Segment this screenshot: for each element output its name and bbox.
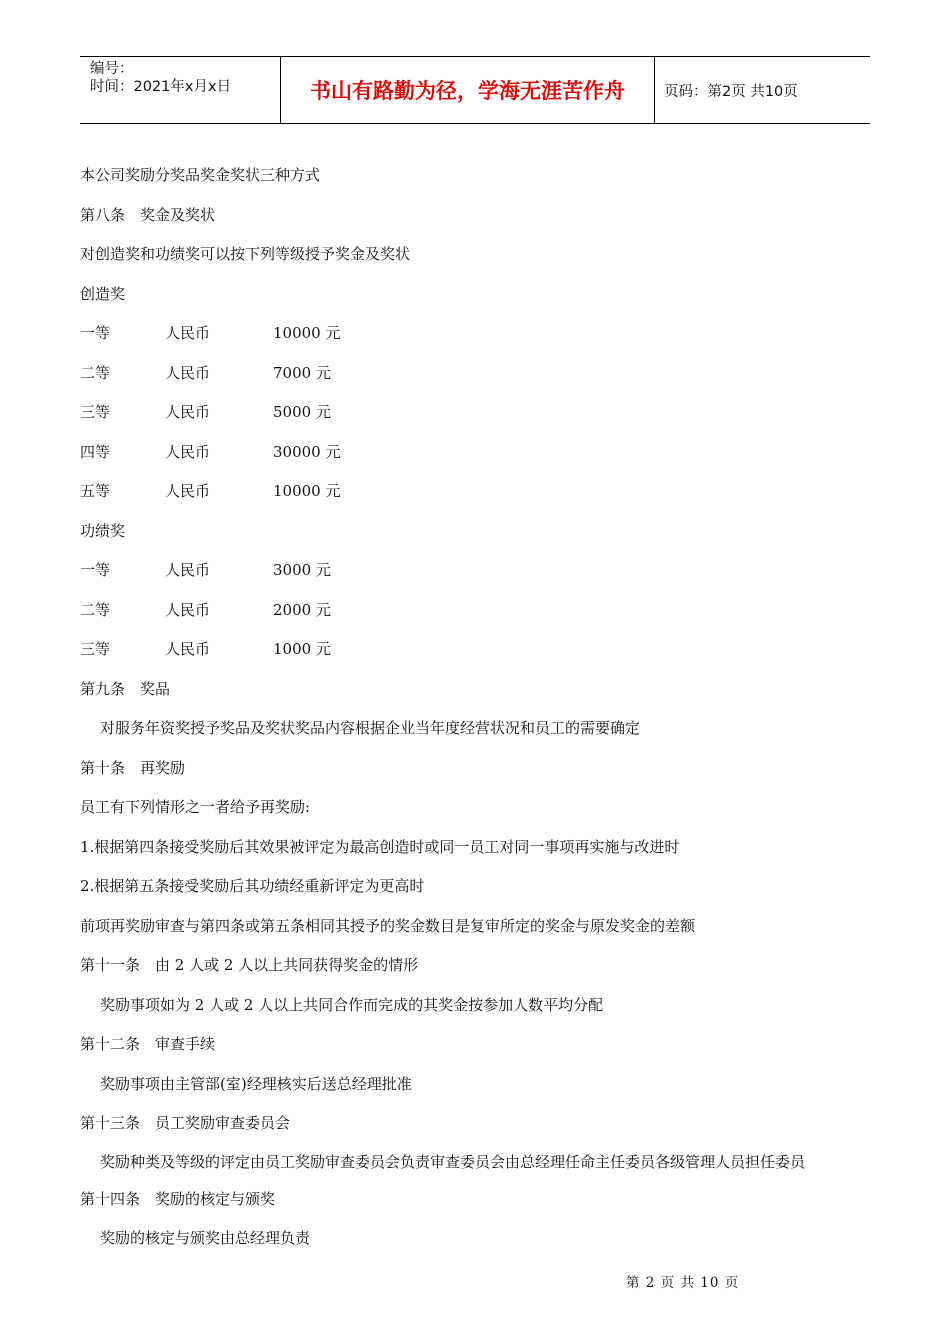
document-body — [80, 164, 870, 1267]
article-12-body: 奖励事项由主管部(室)经理核实后送总经理批准 — [100, 1074, 412, 1093]
header-meta — [80, 57, 281, 123]
article-14-body: 奖励的核定与颁奖由总经理负责 — [100, 1229, 311, 1247]
article-9-body: 对服务年资奖授予奖品及奖状奖品内容根据企业当年度经营状况和员工的需要确定 — [100, 719, 641, 737]
grade: 二等 — [80, 600, 111, 619]
amount: 7000 元 — [273, 363, 331, 382]
creation-row — [80, 480, 870, 520]
article-8-intro: 对创造奖和功绩奖可以按下列等级授予奖金及奖状 — [80, 245, 411, 263]
amount: 5000 元 — [273, 403, 331, 421]
grade: 四等 — [80, 442, 111, 461]
header-motto: 书山有路勤为径，学海无涯苦作舟 — [281, 57, 655, 123]
amount: 2000 元 — [273, 600, 331, 619]
article-9-title: 第九条 奖品 — [80, 679, 171, 698]
merit-award-title: 功绩奖 — [80, 521, 126, 540]
amount: 10000 元 — [273, 482, 341, 500]
header-page-info: 页码：第2页 共10页 — [664, 83, 798, 100]
article-10-item-1: 1.根据第四条接受奖励后其效果被评定为最高创造时或同一员工对同一事项再实施与改进时 — [80, 837, 680, 856]
amount: 1000 元 — [273, 640, 331, 658]
grade: 三等 — [80, 640, 111, 658]
document-number-label: 编号： — [90, 61, 134, 77]
grade: 一等 — [80, 561, 111, 579]
creation-row — [80, 441, 870, 481]
amount: 3000 元 — [273, 561, 331, 579]
currency: 人民币 — [165, 482, 211, 500]
article-10-intro: 员工有下列情形之一者给予再奖励: — [80, 798, 311, 816]
grade: 一等 — [80, 324, 111, 342]
amount: 30000 元 — [273, 442, 341, 461]
merit-row — [80, 599, 870, 639]
article-14-title: 第十四条 奖励的核定与颁奖 — [80, 1189, 276, 1208]
article-11-title: 第十一条 由 2 人或 2 人以上共同获得奖金的情形 — [80, 956, 419, 974]
currency: 人民币 — [165, 640, 211, 658]
article-13-body: 奖励种类及等级的评定由员工奖励审查委员会负责审查委员会由总经理任命主任委员各级管理人员担任委员 — [100, 1152, 806, 1171]
currency: 人民币 — [165, 561, 211, 579]
page-header — [80, 56, 870, 124]
page-footer: 第 2 页 共 10 页 — [626, 1275, 740, 1291]
article-11-body: 奖励事项如为 2 人或 2 人以上共同合作而完成的其奖金按参加人数平均分配 — [100, 995, 604, 1014]
creation-row — [80, 362, 870, 402]
creation-award-title: 创造奖 — [80, 284, 126, 303]
article-10-note: 前项再奖励审查与第四条或第五条相同其授予的奖金数目是复审所定的奖金与原发奖金的差额 — [80, 916, 696, 935]
currency: 人民币 — [165, 442, 211, 461]
grade: 二等 — [80, 363, 111, 382]
grade: 五等 — [80, 482, 111, 500]
article-10-title: 第十条 再奖励 — [80, 758, 186, 777]
paragraph-intro: 本公司奖励分奖品奖金奖状三种方式 — [80, 166, 321, 184]
merit-row — [80, 559, 870, 599]
merit-row — [80, 638, 870, 678]
amount: 10000 元 — [273, 324, 341, 342]
article-13-title: 第十三条 员工奖励审查委员会 — [80, 1114, 291, 1132]
currency: 人民币 — [165, 324, 211, 342]
article-10-item-2: 2.根据第五条接受奖励后其功绩经重新评定为更高时 — [80, 877, 425, 895]
grade: 三等 — [80, 403, 111, 421]
creation-row — [80, 401, 870, 441]
document-time: 时间：2021年x月x日 — [90, 79, 232, 95]
article-12-title: 第十二条 审查手续 — [80, 1035, 216, 1053]
currency: 人民币 — [165, 600, 211, 619]
creation-row — [80, 322, 870, 362]
currency: 人民币 — [165, 363, 211, 382]
article-8-title: 第八条 奖金及奖状 — [80, 205, 216, 224]
currency: 人民币 — [165, 403, 211, 421]
